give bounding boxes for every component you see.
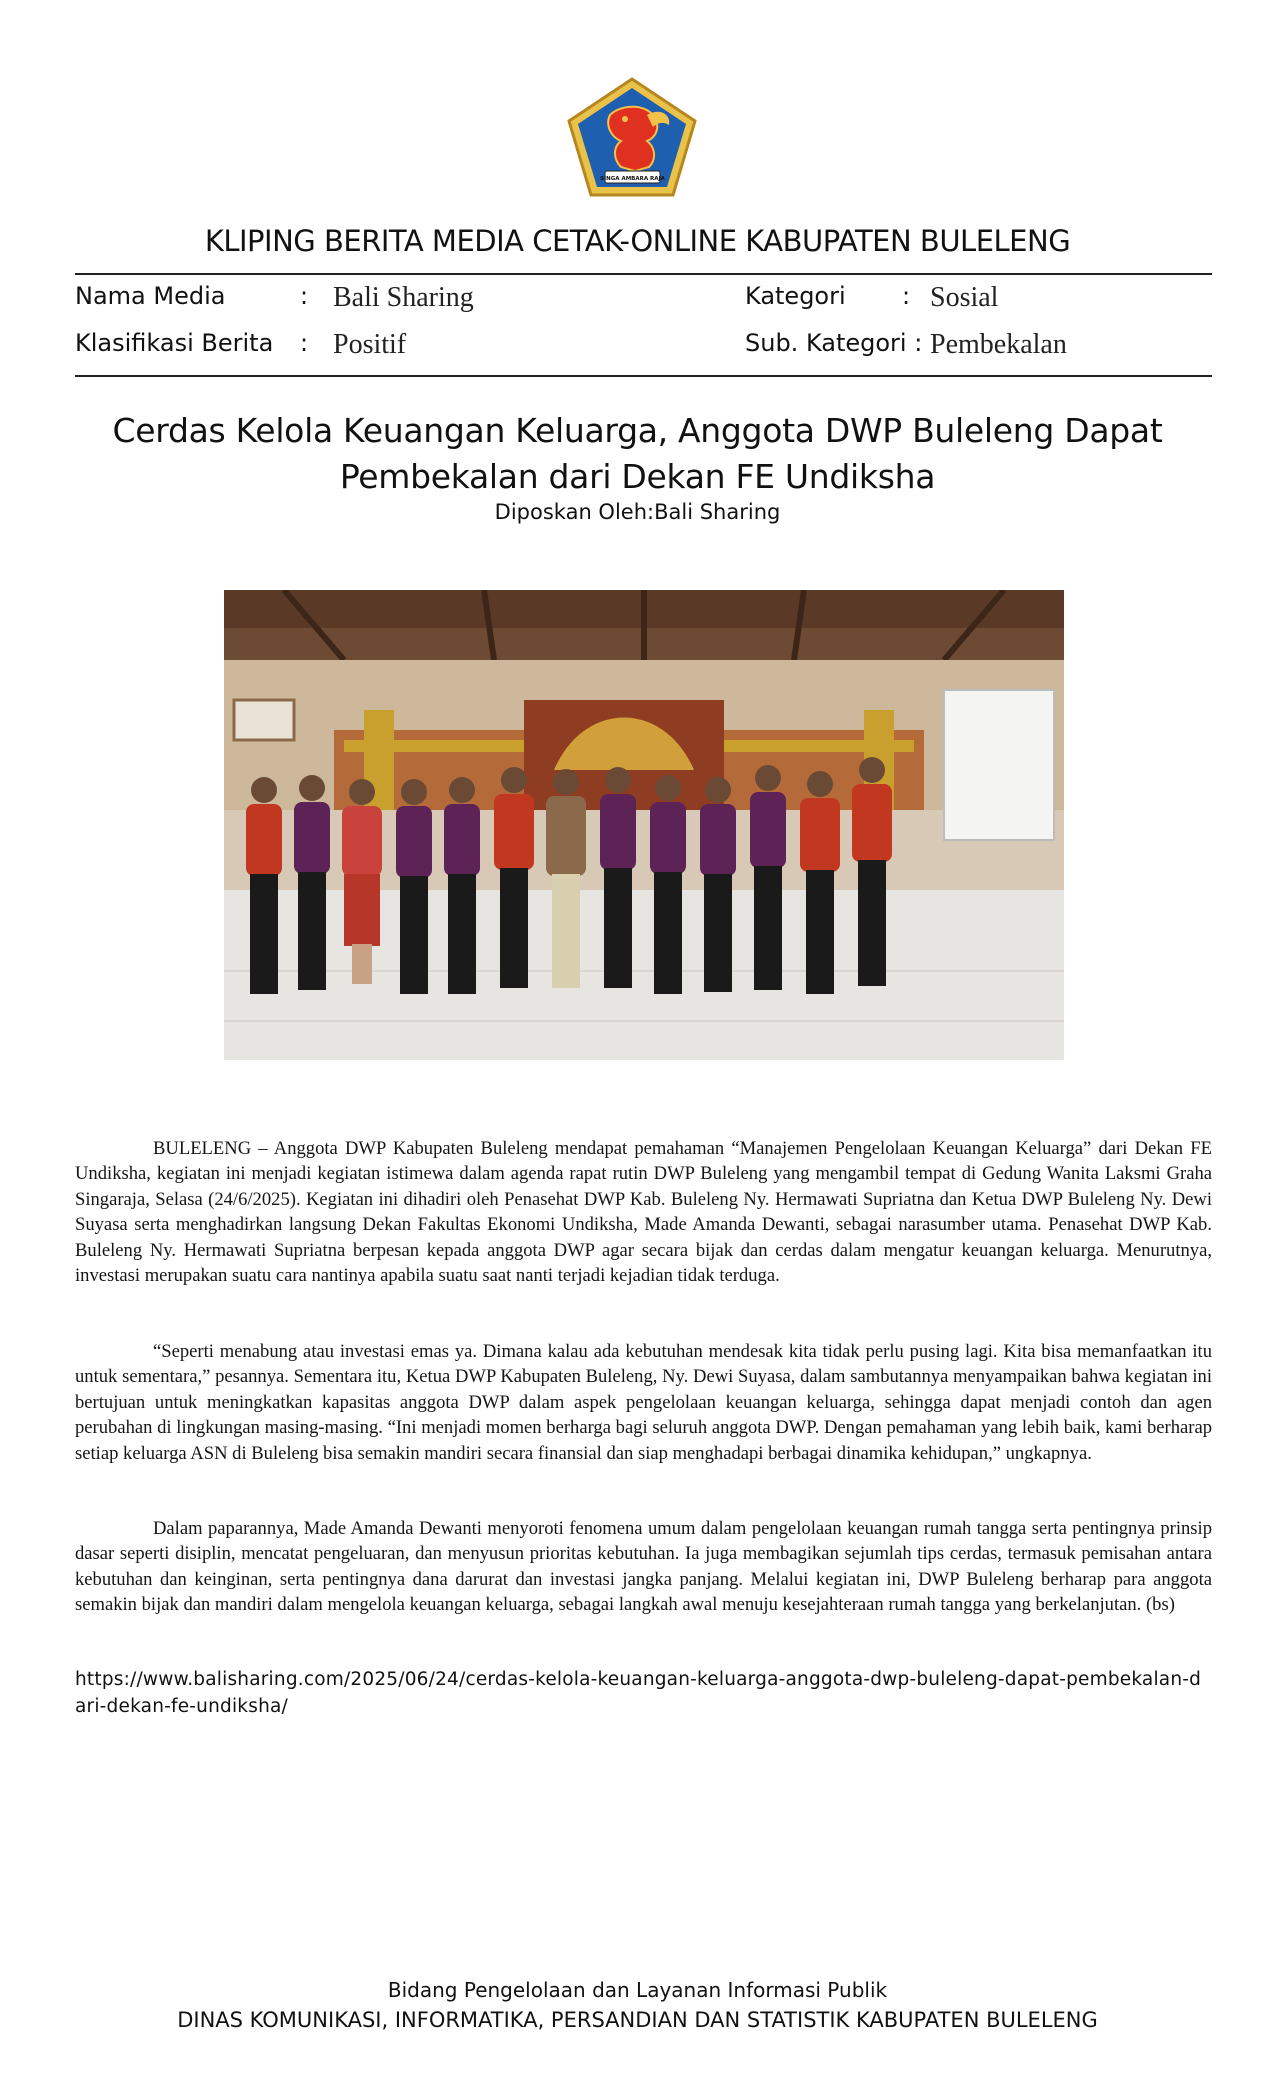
header-divider-top bbox=[75, 273, 1212, 275]
category-label: Kategori bbox=[745, 282, 846, 310]
buleleng-regency-logo bbox=[565, 75, 700, 200]
media-name-label: Nama Media bbox=[75, 282, 226, 310]
footer-department: Bidang Pengelolaan dan Layanan Informasi Publik bbox=[387, 1978, 888, 2002]
classification-value: Positif bbox=[333, 329, 407, 360]
category-colon: : bbox=[902, 282, 911, 310]
article-paragraph-3: Dalam paparannya, Made Amanda Dewanti menyoroti fenomena umum dalam pengelolaan keuangan rumah tangga serta pentingnya prinsip dasar seperti disiplin, mencatat pengeluaran, dan menyusun prioritas kebutuhan. Ia juga membagikan sejumlah tips cerdas, termasuk pemisahan antara kebutuhan dan keinginan, serta pentingnya dana darurat dan investasi jangka panjang. Melalui kegiatan ini, DWP Buleleng berharap para anggota semakin bijak dan mandiri dalam mengelola keuangan keluarga, sebagai langkah awal menuju kesejahteraan rumah tangga yang berkelanjutan. (bs) bbox=[75, 1518, 1212, 1616]
media-name-colon: : bbox=[300, 282, 309, 310]
article-byline: Diposkan Oleh:Bali Sharing bbox=[494, 500, 781, 524]
header-divider-bottom bbox=[75, 375, 1212, 377]
classification-colon: : bbox=[300, 329, 309, 357]
group-photo bbox=[224, 590, 1064, 1060]
subcategory-value: Pembekalan bbox=[930, 329, 1067, 360]
article-paragraph-1: BULELENG – Anggota DWP Kabupaten Buleleng mendapat pemahaman “Manajemen Pengelolaan Keuangan Keluarga” dari Dekan FE Undiksha, kegiatan ini menjadi kegiatan istimewa dalam agenda rapat rutin DWP Buleleng yang mengambil tempat di Gedung Wanita Laksmi Graha Singaraja, Selasa (24/6/2025). Kegiatan ini dihadiri oleh Penasehat DWP Kab. Buleleng Ny. Hermawati Supriatna dan Ketua DWP Buleleng Ny. Dewi Suyasa serta menghadirkan langsung Dekan Fakultas Ekonomi Undiksha, Made Amanda Dewanti, sebagai narasumber utama. Penasehat DWP Kab. Buleleng Ny. Hermawati Supriatna berpesan kepada anggota DWP agar secara bijak dan cerdas dalam mengatur keuangan keluarga. Menurutnya, investasi merupakan suatu cara nantinya apabila suatu saat nanti terjadi kejadian tidak terduga. bbox=[75, 1138, 1212, 1287]
logo-motto: SINGA AMBARA RAJA bbox=[600, 176, 665, 182]
category-value: Sosial bbox=[930, 282, 999, 313]
article-headline: Cerdas Kelola Keuangan Keluarga, Anggota DWP Buleleng Dapat Pembekalan dari Dekan FE Undiksha bbox=[112, 411, 1163, 496]
clipping-header-title: KLIPING BERITA MEDIA CETAK-ONLINE KABUPATEN BULELENG bbox=[204, 224, 1071, 258]
article-paragraph-2: “Seperti menabung atau investasi emas ya. Dimana kalau ada kebutuhan mendesak kita tidak perlu pusing lagi. Kita bisa memanfaatkan itu untuk sementara,” pesannya. Sementara itu, Ketua DWP Kabupaten Buleleng, Ny. Dewi Suyasa, dalam sambutannya menyampaikan bahwa kegiatan ini bertujuan untuk meningkatkan kapasitas anggota DWP dalam aspek pengelolaan keuangan keluarga, sehingga dapat menjadi contoh dan agen perubahan di lingkungan masing-masing. “Ini menjadi momen berharga bagi seluruh anggota DWP. Dengan pemahaman yang lebih baik, kami berharap setiap keluarga ASN di Buleleng bisa semakin mandiri secara finansial dan siap menghadapi berbagai dinamika kehidupan,” ungkapnya. bbox=[75, 1341, 1212, 1464]
subcategory-label: Sub. Kategori : bbox=[745, 329, 923, 357]
classification-label: Klasifikasi Berita bbox=[75, 329, 274, 357]
footer-agency: DINAS KOMUNIKASI, INFORMATIKA, PERSANDIAN DAN STATISTIK KABUPATEN BULELENG bbox=[177, 2008, 1098, 2032]
source-url-link[interactable]: https://www.balisharing.com/2025/06/24/cerdas-kelola-keuangan-keluarga-anggota-dwp-buleleng-dapat-pembekalan-dari-dekan-fe-undiksha/ bbox=[75, 1669, 1202, 1717]
media-name-value: Bali Sharing bbox=[333, 282, 474, 313]
